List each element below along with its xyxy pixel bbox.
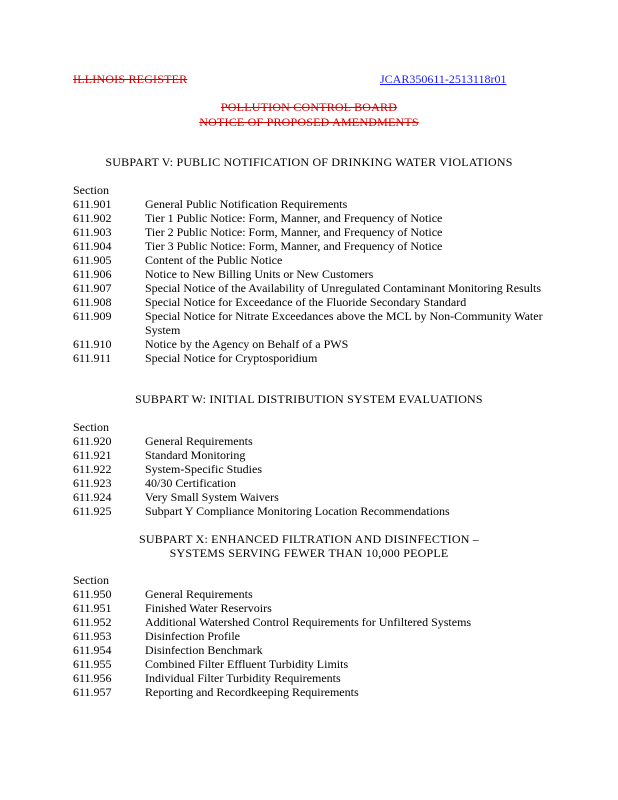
subpart-title-line: SUBPART X: ENHANCED FILTRATION AND DISINFECTION – <box>139 532 479 546</box>
list-item <box>73 643 553 657</box>
section-number: 611.956 <box>73 671 112 685</box>
section-title: Special Notice of the Availability of Unregulated Contaminant Monitoring Results <box>145 281 542 295</box>
section-title: Special Notice for Exceedance of the Fluoride Secondary Standard <box>145 295 467 309</box>
document-id-link[interactable]: JCAR350611-2513118r01 <box>380 72 507 86</box>
section-number: 611.921 <box>73 448 112 462</box>
section-title: Disinfection Profile <box>145 629 240 643</box>
list-item <box>73 629 553 643</box>
section-title: Notice by the Agency on Behalf of a PWS <box>145 337 349 351</box>
section-number: 611.911 <box>73 351 112 365</box>
list-item <box>73 587 553 601</box>
section-number: 611.957 <box>73 685 112 699</box>
list-item <box>73 434 553 448</box>
section-number: 611.952 <box>73 615 112 629</box>
list-item <box>73 281 553 295</box>
notice-title: NOTICE OF PROPOSED AMENDMENTS <box>199 115 419 129</box>
section-number: 611.903 <box>73 225 112 239</box>
list-item <box>73 267 553 281</box>
list-item <box>73 295 553 309</box>
subpart-title-line: SUBPART W: INITIAL DISTRIBUTION SYSTEM EVALUATIONS <box>135 392 483 406</box>
list-item <box>73 197 553 211</box>
subpart-v-title <box>0 155 618 169</box>
section-title: Very Small System Waivers <box>145 490 279 504</box>
section-number: 611.923 <box>73 476 112 490</box>
list-item <box>73 601 553 615</box>
subpart-title-line: SUBPART V: PUBLIC NOTIFICATION OF DRINKING WATER VIOLATIONS <box>105 155 513 169</box>
subpart-w-list <box>73 420 553 518</box>
subpart-v-list <box>73 183 553 365</box>
section-number: 611.904 <box>73 239 112 253</box>
section-number: 611.905 <box>73 253 112 267</box>
section-label: Section <box>73 420 109 434</box>
section-title: Individual Filter Turbidity Requirements <box>145 671 341 685</box>
list-item <box>73 239 553 253</box>
section-number: 611.906 <box>73 267 112 281</box>
section-number: 611.910 <box>73 337 112 351</box>
list-item <box>73 504 553 518</box>
section-number: 611.925 <box>73 504 112 518</box>
section-title: Special Notice for Cryptosporidium <box>145 351 318 365</box>
section-number: 611.950 <box>73 587 112 601</box>
section-title: Tier 1 Public Notice: Form, Manner, and Frequency of Notice <box>145 211 443 225</box>
section-title: Tier 2 Public Notice: Form, Manner, and Frequency of Notice <box>145 225 443 239</box>
section-title: System-Specific Studies <box>145 462 262 476</box>
list-item <box>73 462 553 476</box>
list-item <box>73 448 553 462</box>
list-item <box>73 615 553 629</box>
section-number: 611.909 <box>73 309 112 323</box>
section-number: 611.908 <box>73 295 112 309</box>
section-number: 611.902 <box>73 211 112 225</box>
register-header: ILLINOIS REGISTER <box>73 72 188 86</box>
section-title: 40/30 Certification <box>145 476 236 490</box>
list-item <box>73 351 553 365</box>
subpart-x-title <box>0 532 618 560</box>
section-number: 611.954 <box>73 643 112 657</box>
section-number: 611.922 <box>73 462 112 476</box>
section-title: Standard Monitoring <box>145 448 246 462</box>
list-item <box>73 671 553 685</box>
section-title: General Requirements <box>145 434 253 448</box>
section-title: Reporting and Recordkeeping Requirements <box>145 685 359 699</box>
section-number: 611.901 <box>73 197 112 211</box>
agency-name: POLLUTION CONTROL BOARD <box>220 100 398 114</box>
list-item <box>73 337 553 351</box>
section-title: Tier 3 Public Notice: Form, Manner, and Frequency of Notice <box>145 239 443 253</box>
list-item <box>73 685 553 699</box>
subpart-w-title <box>0 392 618 406</box>
list-item <box>73 211 553 225</box>
section-title: Special Notice for Nitrate Exceedances above the MCL by Non-Community Water System <box>145 309 543 337</box>
subpart-x-list <box>73 573 553 699</box>
section-label: Section <box>73 573 109 587</box>
list-item <box>73 476 553 490</box>
section-number: 611.953 <box>73 629 112 643</box>
subpart-title-line: SYSTEMS SERVING FEWER THAN 10,000 PEOPLE <box>169 546 449 560</box>
section-title: Content of the Public Notice <box>145 253 283 267</box>
section-label: Section <box>73 183 109 197</box>
list-item <box>73 225 553 239</box>
section-title: General Public Notification Requirements <box>145 197 348 211</box>
section-title: Disinfection Benchmark <box>145 643 263 657</box>
section-number: 611.924 <box>73 490 112 504</box>
section-title: General Requirements <box>145 587 253 601</box>
section-title: Subpart Y Compliance Monitoring Location Recommendations <box>145 504 450 518</box>
section-number: 611.907 <box>73 281 112 295</box>
list-item <box>73 253 553 267</box>
list-item <box>73 309 553 337</box>
section-title: Finished Water Reservoirs <box>145 601 272 615</box>
section-number: 611.920 <box>73 434 112 448</box>
section-number: 611.955 <box>73 657 112 671</box>
section-number: 611.951 <box>73 601 112 615</box>
list-item <box>73 490 553 504</box>
section-title: Notice to New Billing Units or New Customers <box>145 267 374 281</box>
section-title: Additional Watershed Control Requirements for Unfiltered Systems <box>145 615 472 629</box>
list-item <box>73 657 553 671</box>
section-title: Combined Filter Effluent Turbidity Limits <box>145 657 349 671</box>
